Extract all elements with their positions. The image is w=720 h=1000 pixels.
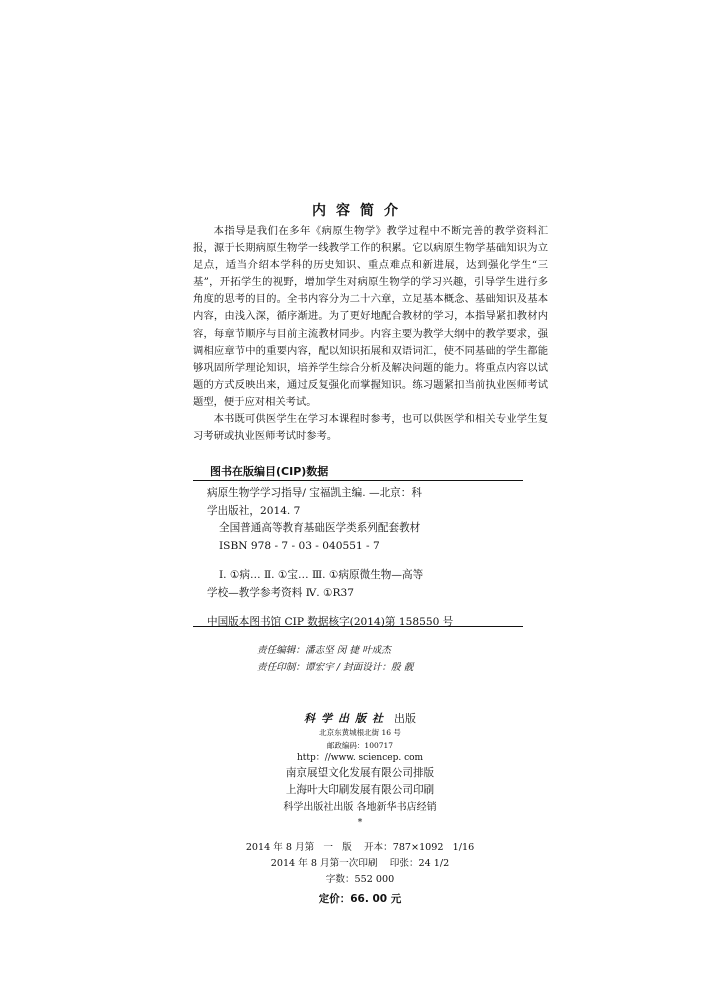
edition-line: 2014 年 8 月第 一 版 开本：787×1092 1/16 (245, 842, 475, 853)
staff-credits (257, 642, 413, 676)
staff-editors: 责任编辑：潘志坚 闵 捷 叶成杰 (257, 645, 391, 656)
cip-line-6: 学校—教学参考资料 Ⅳ. ①R37 (207, 586, 354, 599)
separator-star: * (357, 818, 363, 828)
publisher-postcode: 邮政编码：100717 (326, 741, 394, 750)
cip-block (207, 485, 507, 632)
cip-line-3: 全国普通高等教育基础医学类系列配套教材 (219, 522, 421, 534)
printing-line: 2014 年 8 月第一次印刷 印张：24 1/2 (270, 858, 450, 869)
cip-bottom-rule (193, 626, 523, 627)
cip-line-7: 中国版本图书馆 CIP 数据核字(2014)第 158550 号 (207, 616, 454, 628)
publisher-block (0, 707, 720, 830)
spec-block (0, 840, 720, 908)
price: 定价：66. 00 元 (318, 893, 402, 905)
cip-heading: 图书在版编目(CIP)数据 (210, 465, 329, 478)
intro-section (193, 223, 548, 445)
staff-print-design: 责任印制：谭宏宇 / 封面设计：殷 靓 (257, 662, 414, 673)
publisher-url: http：//www. sciencep. com (296, 753, 424, 763)
page-title: 内容简介 (312, 203, 408, 219)
cip-line-1: 病原生物学学习指导/ 宝福凯主编. —北京：科 (207, 487, 422, 499)
publisher-address: 北京东黄城根北街 16 号 (319, 728, 401, 737)
publisher-logo-text: 科学出版社 (303, 712, 389, 725)
intro-paragraph-2: 本书既可供医学生在学习本课程时参考，也可以供医学和相关专业学生复习考研或执业医师考试时参考。 (193, 413, 548, 443)
cip-line-4: ISBN 978 - 7 - 03 - 040551 - 7 (219, 539, 380, 552)
intro-paragraph-1: 本指导是我们在多年《病原生物学》教学过程中不断完善的教学资料汇报，源于长期病原生物学一线教学工作的积累。它以病原生物学基础知识为立足点，适当介绍本学科的历史知识、重点难点和新进展，达到强化学生“三基”，开拓学生的视野，增加学生对病原生物学的学习兴趣，引导学生进行多角度的思考的目的。全书内容分为二十六章，立足基本概念、基础知识及基本内容，由浅入深，循序渐进。为了更好地配合教材的学习，本指导紧扣教材内容，每章节顺序与目前主流教材同步。内容主要为教学大纲中的教学要求，强调相应章节中的重要内容，配以知识拓展和双语词汇，使不同基础的学生都能够巩固所学理论知识，培养学生综合分析及解决问题的能力。将重点内容以试题的方式反映出来，通过反复强化而掌握知识。练习题紧扣当前执业医师考试题型，便于应对相关考试。 (193, 225, 548, 408)
distribution: 科学出版社出版 各地新华书店经销 (283, 802, 437, 813)
word-count: 字数：552 000 (325, 874, 395, 885)
cip-line-5: Ⅰ. ①病… Ⅱ. ①宝… Ⅲ. ①病原微生物—高等 (219, 569, 424, 581)
cip-top-rule (193, 480, 523, 481)
cip-line-2: 学出版社，2014. 7 (207, 504, 301, 517)
publisher-suffix: 出版 (394, 712, 417, 725)
printer: 上海叶大印刷发展有限公司印刷 (285, 784, 435, 796)
typesetter: 南京展望文化发展有限公司排版 (285, 767, 435, 779)
